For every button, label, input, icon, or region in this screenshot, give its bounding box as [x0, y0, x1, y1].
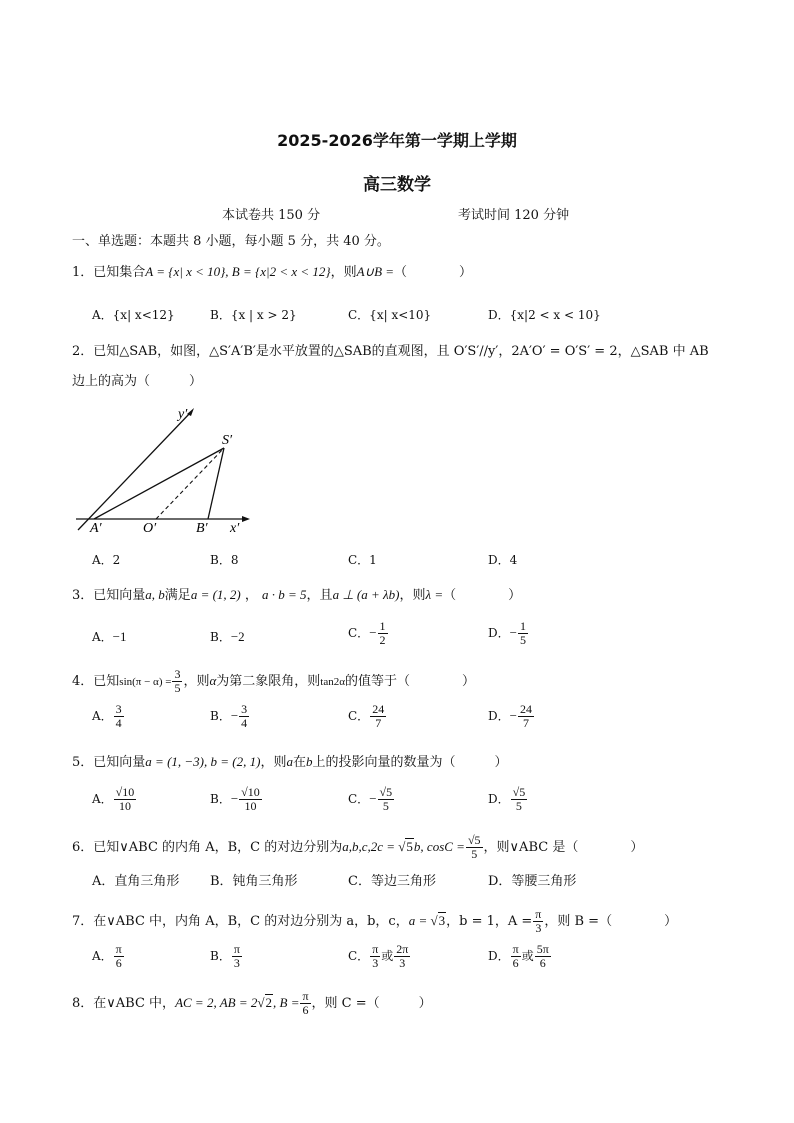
option-c: C．{x| x<10}	[348, 308, 432, 322]
question-text: ，则	[260, 755, 287, 770]
math-expr: α	[209, 673, 217, 688]
option-c: C． $\frac{24}{7}$	[348, 702, 385, 730]
label-a: A′	[90, 521, 102, 536]
side-bs	[208, 448, 224, 519]
option-c: C．− $\frac{√5}{5}$	[348, 785, 393, 813]
fraction: $\frac{√10}{10}$	[115, 785, 135, 813]
question-number: 1．	[72, 265, 94, 280]
fraction: $\frac{\pi}{3}$	[535, 907, 542, 935]
question-2	[72, 342, 709, 362]
fraction: $\frac{\pi}{6}$	[115, 942, 122, 970]
option-d: D． $\frac{\pi}{6}$ 或 $\frac{5\pi}{6}$	[488, 942, 549, 970]
math-expr: sin(π − α) =	[119, 676, 172, 688]
question-text: 为第二象限角，则	[216, 674, 321, 689]
page-subtitle: 高三数学	[363, 175, 431, 195]
question-text: ，则	[183, 674, 210, 689]
sqrt: √5	[398, 839, 413, 854]
intuitive-diagram	[70, 398, 260, 543]
question-text: ，则	[399, 588, 426, 603]
question-text: 已知△SAB，如图，△S′A′B′是水平放置的△SAB的直观图，且 O′S′//y′，2A′O′ = O′S′ = 2，△SAB 中 AB	[93, 344, 709, 359]
question-number: 2．	[72, 344, 94, 359]
question-number: 5．	[72, 755, 94, 770]
question-text: 的值等于（ ）	[345, 674, 476, 689]
fraction: $\frac{\pi}{3}$	[233, 942, 240, 970]
math-expr: b	[305, 754, 313, 769]
option-d: D．{x|2 < x < 10}	[488, 308, 601, 322]
option-c: C．等边三角形	[348, 874, 436, 889]
option-a: A．直角三角形	[92, 874, 180, 889]
label-x: x′	[230, 521, 240, 536]
question-number: 6．	[72, 840, 94, 855]
option-c: C． $\frac{\pi}{3}$ 或 $\frac{2\pi}{3}$	[348, 942, 409, 970]
fraction: $\frac{3}{4}$	[115, 702, 122, 730]
question-number: 3．	[72, 588, 94, 603]
fraction: $\frac{1}{2}$	[379, 619, 386, 647]
question-3: 3．已知向量a, b满足a = (1, 2) ， a · b = 5，且a ⊥ (a + λb)，则λ =（ ）	[72, 587, 522, 603]
label-y: y′	[178, 407, 188, 422]
option-a: A．−1	[92, 629, 127, 644]
question-text: 已知集合	[93, 265, 146, 280]
question-text: ，则	[330, 265, 357, 280]
option-d: D．− $\frac{1}{5}$	[488, 619, 526, 647]
fraction: $\frac{√5}{5}$	[512, 785, 526, 813]
fraction: $\frac{√5}{5}$	[379, 785, 393, 813]
fraction: $\frac{3}{4}$	[241, 702, 248, 730]
math-expr: a = (1, 2)	[190, 587, 241, 602]
page-title: 2025-2026学年第一学期上学期	[277, 131, 517, 150]
fraction: $\frac{5\pi}{6}$	[536, 942, 549, 970]
question-text: 已知	[93, 674, 120, 689]
option-a: A． $\frac{\pi}{6}$	[92, 942, 122, 970]
sqrt: √3	[430, 913, 446, 928]
option-a: A．2	[92, 553, 121, 567]
question-text: 在∨ABC 中，	[93, 996, 176, 1011]
math-expr: A = {x| x < 10}, B = {x|2 < x < 12}	[145, 264, 331, 279]
exam-time: 考试时间 120 分钟	[458, 208, 570, 223]
math-expr: a	[286, 754, 293, 769]
fraction: $\frac{√5}{5}$	[467, 833, 481, 861]
math-expr: b, cosC =	[413, 839, 465, 854]
option-d: D． $\frac{√5}{5}$	[488, 785, 526, 813]
x-arrow	[242, 516, 250, 522]
side-as	[94, 448, 224, 519]
question-text: 已知向量	[93, 755, 146, 770]
question-7	[72, 908, 677, 935]
math-expr: a ⊥ (a + λb)	[332, 587, 400, 602]
question-text: 满足	[164, 588, 191, 603]
y-axis	[78, 412, 191, 530]
label-b: B′	[196, 521, 208, 536]
label-s: S′	[222, 433, 233, 448]
question-text: 上的投影向量的数量为（ ）	[312, 755, 508, 770]
math-expr: tan2α	[320, 676, 345, 688]
math-expr: a, b	[145, 587, 165, 602]
option-a: A． $\frac{√10}{10}$	[92, 785, 135, 813]
question-number: 8．	[72, 996, 94, 1011]
section-heading: 一、单选题：本题共 8 小题，每小题 5 分，共 40 分。	[72, 234, 390, 249]
option-c: C．− $\frac{1}{2}$	[348, 619, 386, 647]
question-text: ，则 C =（ ）	[311, 996, 432, 1011]
question-2-line2: 边上的高为（ ）	[72, 374, 203, 389]
question-text: 在∨ABC 中，内角 A，B，C 的对边分别为 a，b，c，	[93, 914, 409, 929]
sqrt: √2	[257, 995, 273, 1010]
question-8	[72, 990, 432, 1017]
fraction: $\frac{√10}{10}$	[241, 785, 260, 813]
math-expr: AC = 2, AB = 2	[175, 995, 258, 1010]
question-text: 在	[292, 755, 306, 770]
question-1	[72, 262, 472, 283]
option-b: B．{x | x > 2}	[210, 308, 297, 322]
option-c: C．1	[348, 553, 377, 567]
fraction: $\frac{24}{7}$	[519, 702, 532, 730]
fraction: $\frac{\pi}{6}$	[512, 942, 519, 970]
option-a: A．{x| x<12}	[92, 308, 175, 322]
math-expr: a = (1, −3), b = (2, 1)	[145, 754, 261, 769]
fraction: $\frac{\pi}{3}$	[372, 942, 379, 970]
fraction: $\frac{2\pi}{3}$	[396, 942, 409, 970]
question-number: 7．	[72, 914, 94, 929]
option-b: B．8	[210, 553, 239, 567]
question-text: ，则∨ABC 是（ ）	[483, 840, 644, 855]
question-5	[72, 752, 507, 773]
math-expr: A∪B =	[356, 264, 395, 279]
option-d: D．− $\frac{24}{7}$	[488, 702, 532, 730]
math-expr: ，b = 1，A =	[446, 914, 533, 929]
question-6	[72, 834, 643, 861]
fraction: $\frac{24}{7}$	[372, 702, 385, 730]
option-b: B．钝角三角形	[210, 874, 298, 889]
fraction: $\frac{3}{5}$	[174, 667, 181, 695]
answer-blank: （ ）	[394, 265, 473, 280]
option-a: A． $\frac{3}{4}$	[92, 702, 122, 730]
option-b: B．−2	[210, 629, 245, 644]
label-o: O′	[143, 521, 157, 536]
question-text: ，且	[306, 588, 333, 603]
segment-os	[156, 448, 224, 519]
question-4	[72, 668, 475, 695]
question-number: 4．	[72, 674, 94, 689]
math-expr: a,b,c,2c =	[342, 839, 399, 854]
question-text: 已知∨ABC 的内角 A，B，C 的对边分别为	[93, 840, 343, 855]
total-score: 本试卷共 150 分	[222, 208, 321, 223]
question-text: ，则 B =（ ）	[544, 914, 678, 929]
option-b: B．− $\frac{3}{4}$	[210, 702, 248, 730]
option-d: D．等腰三角形	[488, 874, 577, 889]
math-expr: a =	[408, 913, 431, 928]
option-b: B．− $\frac{√10}{10}$	[210, 785, 260, 813]
option-b: B． $\frac{\pi}{3}$	[210, 942, 240, 970]
question-text: 已知向量	[93, 588, 146, 603]
math-expr: λ =	[425, 587, 444, 602]
math-expr: a · b = 5	[262, 587, 307, 602]
fraction: $\frac{1}{5}$	[519, 619, 526, 647]
fraction: $\frac{\pi}{6}$	[302, 989, 309, 1017]
math-expr: , B =	[273, 995, 300, 1010]
option-d: D．4	[488, 553, 518, 567]
answer-blank: （ ）	[443, 588, 522, 603]
